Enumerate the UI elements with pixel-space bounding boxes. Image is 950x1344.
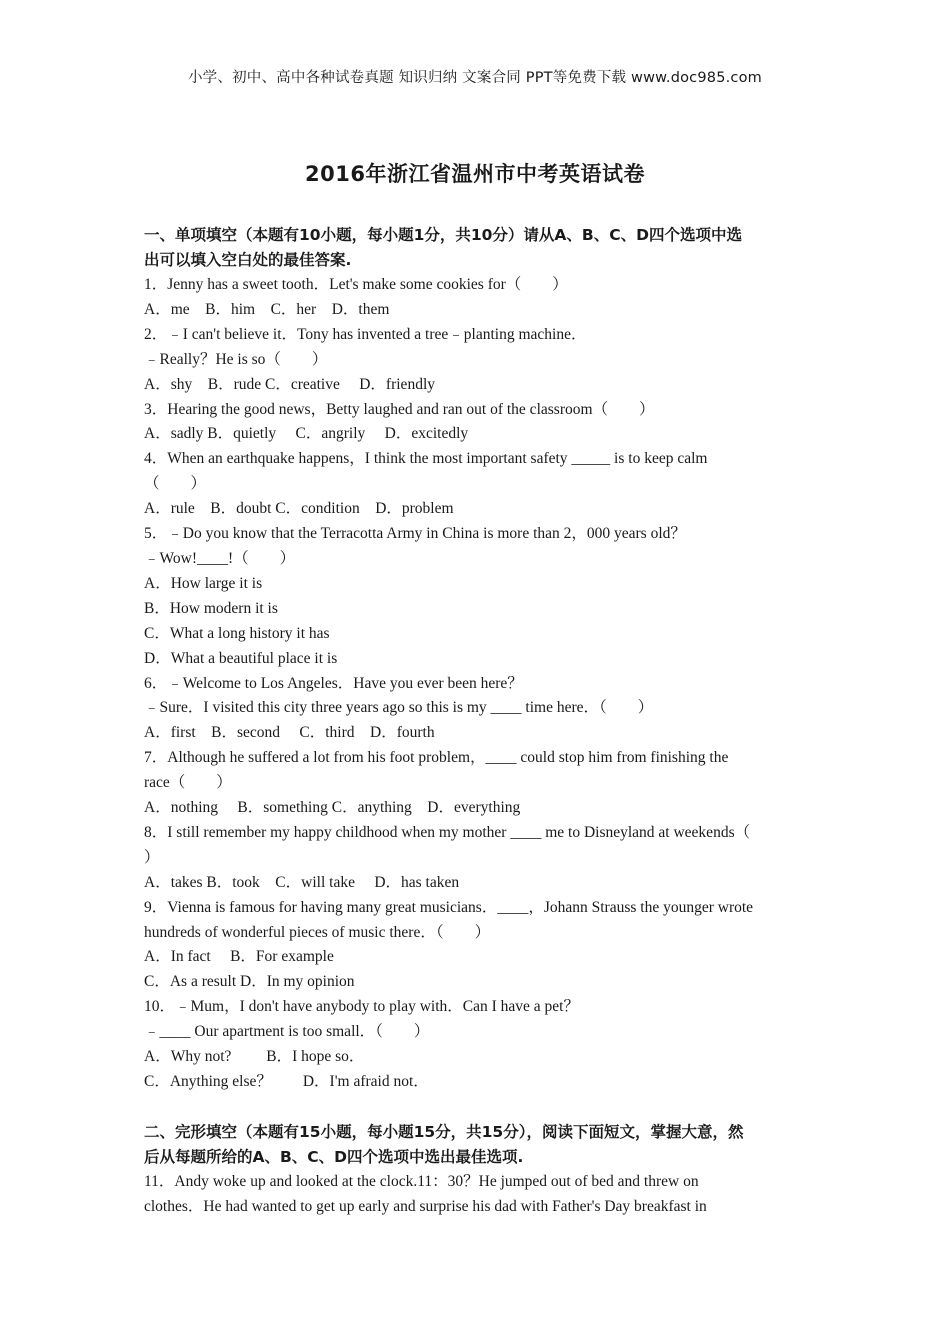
question-line: C．What a long history it has bbox=[144, 624, 330, 642]
question-line: D．What a beautiful place it is bbox=[144, 649, 338, 667]
question-line: 4．When an earthquake happens，I think the most important safety _____ is to keep calm bbox=[144, 450, 708, 468]
question-line: 3．Hearing the good news，Betty laughed and ran out of the classroom（ ） bbox=[144, 400, 655, 418]
question-line: race（ ） bbox=[144, 774, 232, 792]
question-line: C．Anything else？ D．I'm afraid not． bbox=[144, 1073, 429, 1090]
question-line: C．As a result D．In my opinion bbox=[144, 973, 355, 991]
question-line: A．Why not? B．I hope so． bbox=[144, 1048, 365, 1066]
question-line: A．takes B．took C．will take D．has taken bbox=[144, 873, 460, 891]
question-line: A．first B．second C．third D．fourth bbox=[144, 724, 435, 742]
section-2 bbox=[144, 1120, 806, 1220]
section-1-heading-line-1: 一、单项填空（本题有10小题，每小题1分，共10分）请从A、B、C、D四个选项中选 bbox=[144, 226, 742, 244]
question-line: 2．﹣I can't believe it．Tony has invented a tree﹣planting machine． bbox=[144, 325, 587, 343]
question-line: A．In fact B．For example bbox=[144, 948, 334, 966]
question-line: A．me B．him C．her D．them bbox=[144, 300, 390, 318]
section-2-heading-line-2: 后从每题所给的A、B、C、D四个选项中选出最佳选项. bbox=[144, 1147, 524, 1166]
section-1-questions bbox=[144, 273, 806, 1095]
question-line: 10．﹣Mum，I don't have anybody to play with．Can I have a pet？ bbox=[144, 998, 579, 1016]
question-line: ﹣Really？He is so（ ） bbox=[144, 350, 328, 368]
exam-title: 2016年浙江省温州市中考英语试卷 bbox=[305, 162, 645, 186]
exam-content bbox=[144, 223, 806, 1220]
question-line: A．rule B．doubt C．condition D．problem bbox=[144, 500, 454, 518]
section-1 bbox=[144, 223, 806, 1095]
question-line: ） bbox=[144, 848, 160, 866]
question-line: A．nothing B．something C．anything D．everything bbox=[144, 799, 521, 817]
section-2-heading-line-1: 二、完形填空（本题有15小题，每小题15分，共15分），阅读下面短文，掌握大意，然 bbox=[144, 1122, 744, 1141]
question-line: A．sadly B．quietly C．angrily D．excitedly bbox=[144, 425, 469, 443]
question-line: 9．Vienna is famous for having many great musicians．____，Johann Strauss the younger wrote bbox=[144, 898, 754, 916]
question-line: A．shy B．rude C．creative D．friendly bbox=[144, 375, 435, 393]
question-line: B．How modern it is bbox=[144, 599, 278, 617]
page-header-watermark: 小学、初中、高中各种试卷真题 知识归纳 文案合同 PPT等免费下载 www.doc985.com bbox=[187, 70, 763, 86]
section-1-heading-line-2: 出可以填入空白处的最佳答案. bbox=[144, 251, 352, 269]
question-line: 7．Although he suffered a lot from his foot problem，____ could stop him from finishing the bbox=[144, 749, 729, 767]
section-gap bbox=[144, 1095, 806, 1120]
question-line: 8．I still remember my happy childhood when my mother ____ me to Disneyland at weekends（ bbox=[144, 823, 751, 841]
question-line: （ ） bbox=[144, 475, 207, 493]
question-line: ﹣Wow!____!（ ） bbox=[144, 549, 296, 567]
question-line: A．How large it is bbox=[144, 574, 263, 592]
question-line: ﹣Sure．I visited this city three years ago so this is my ____ time here．（ ） bbox=[144, 699, 654, 717]
question-line: hundreds of wonderful pieces of music there．（ ） bbox=[144, 923, 491, 941]
question-line: 5．﹣Do you know that the Terracotta Army in China is more than 2，000 years old？ bbox=[144, 525, 686, 543]
question-line: 11．Andy woke up and looked at the clock.11：30？He jumped out of bed and threw on bbox=[144, 1172, 699, 1190]
question-line: clothes．He had wanted to get up early and surprise his dad with Father's Day breakfast in bbox=[144, 1197, 707, 1215]
question-line: ﹣____ Our apartment is too small．（ ） bbox=[144, 1023, 430, 1041]
question-line: 1．Jenny has a sweet tooth．Let's make some cookies for（ ） bbox=[144, 276, 568, 293]
question-line: 6．﹣Welcome to Los Angeles．Have you ever been here？ bbox=[144, 674, 523, 692]
section-2-passage bbox=[144, 1170, 806, 1220]
